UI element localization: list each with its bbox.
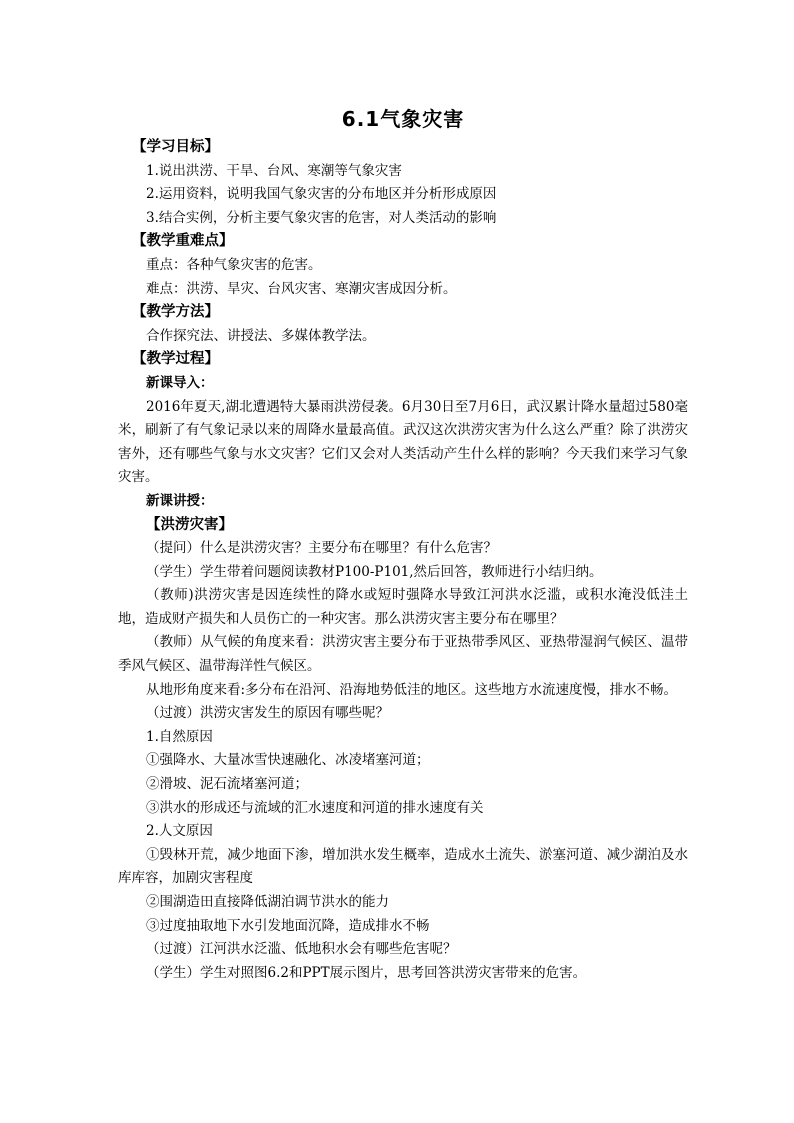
section-heading-key-points: 【教学重难点】 [132,233,234,250]
transition-line-2: （过渡）江河洪水泛滥、低地积水会有哪些危害呢？ [146,941,457,958]
lecture-heading: 新课讲授： [146,492,214,509]
student-line-2: （学生）学生对照图6.2和PPT展示图片，思考回答洪涝灾害带来的危害。 [146,964,587,981]
teacher-paragraph-1: （教师)洪涝灾害是因连续性的降水或短时强降水导致江河洪水泛滥，或积水淹没低洼土地，造成财产损失和人员伤亡的一种灾害。那么洪涝灾害主要分布在哪里？ [118,587,688,627]
student-line-1: （学生）学生带着问题阅读教材P100-P101,然后回答，教师进行小结归纳。 [146,563,603,580]
flood-heading: 【洪涝灾害】 [146,516,233,533]
intro-paragraph: 2016年夏天,湖北遭遇特大暴雨洪涝侵袭。6月30日至7月6日，武汉累计降水量超过580毫米，刷新了有气象记录以来的周降水量最高值。武汉这次洪涝灾害为什么这么严重？除了洪涝灾害外，还有哪些气象与水文灾害？它们又会对人类活动产生什么样的影响？今天我们来学习气象灾害。 [118,398,688,486]
section-heading-process: 【教学过程】 [132,351,219,368]
section-heading-goals: 【学习目标】 [132,139,219,155]
teacher-paragraph-2: （教师）从气候的角度来看：洪涝灾害主要分布于亚热带季风区、亚热带湿润气候区、温带季风气候区、温带海洋性气候区。 [118,634,688,675]
human-cause-3: ③过度抽取地下水引发地面沉降，造成排水不畅 [146,917,430,934]
document-page [118,104,688,985]
natural-cause-1: ①强降水、大量冰雪快速融化、冰凌堵塞河道； [146,752,430,769]
natural-causes-heading: 1.自然原因 [146,728,213,745]
methods-text: 合作探究法、讲授法、多媒体教学法。 [146,327,376,344]
key-point-2: 难点：洪涝、旱灾、台风灾害、寒潮灾害成因分析。 [146,280,457,297]
human-cause-1: ①毁林开荒，减少地面下渗，增加洪水发生概率，造成水土流失、淤塞河道、减少湖泊及水库库容，加剧灾害程度 [118,846,688,887]
page-title: 6.1气象灾害 [341,107,465,131]
question-line: （提问）什么是洪涝灾害？主要分布在哪里？有什么危害？ [146,540,497,557]
intro-heading: 新课导入： [146,374,214,391]
natural-cause-2: ②滑坡、泥石流堵塞河道； [146,776,308,793]
human-cause-2: ②围湖造田直接降低湖泊调节洪水的能力 [146,894,389,910]
key-point-1: 重点：各种气象灾害的危害。 [146,256,322,273]
human-causes-heading: 2.人文原因 [146,823,213,840]
terrain-paragraph: 从地形角度来看:多分布在沿河、沿海地势低洼的地区。这些地方水流速度慢，排水不畅。 [146,681,678,698]
goal-item-3: 3.结合实例，分析主要气象灾害的危害，对人类活动的影响 [146,209,497,226]
goal-item-1: 1.说出洪涝、干旱、台风、寒潮等气象灾害 [146,162,402,179]
natural-cause-3: ③洪水的形成还与流域的汇水速度和河道的排水速度有关 [146,799,484,816]
section-heading-methods: 【教学方法】 [132,304,219,321]
goal-item-2: 2.运用资料，说明我国气象灾害的分布地区并分析形成原因 [146,186,497,203]
transition-line-1: （过渡）洪涝灾害发生的原因有哪些呢？ [146,705,389,722]
